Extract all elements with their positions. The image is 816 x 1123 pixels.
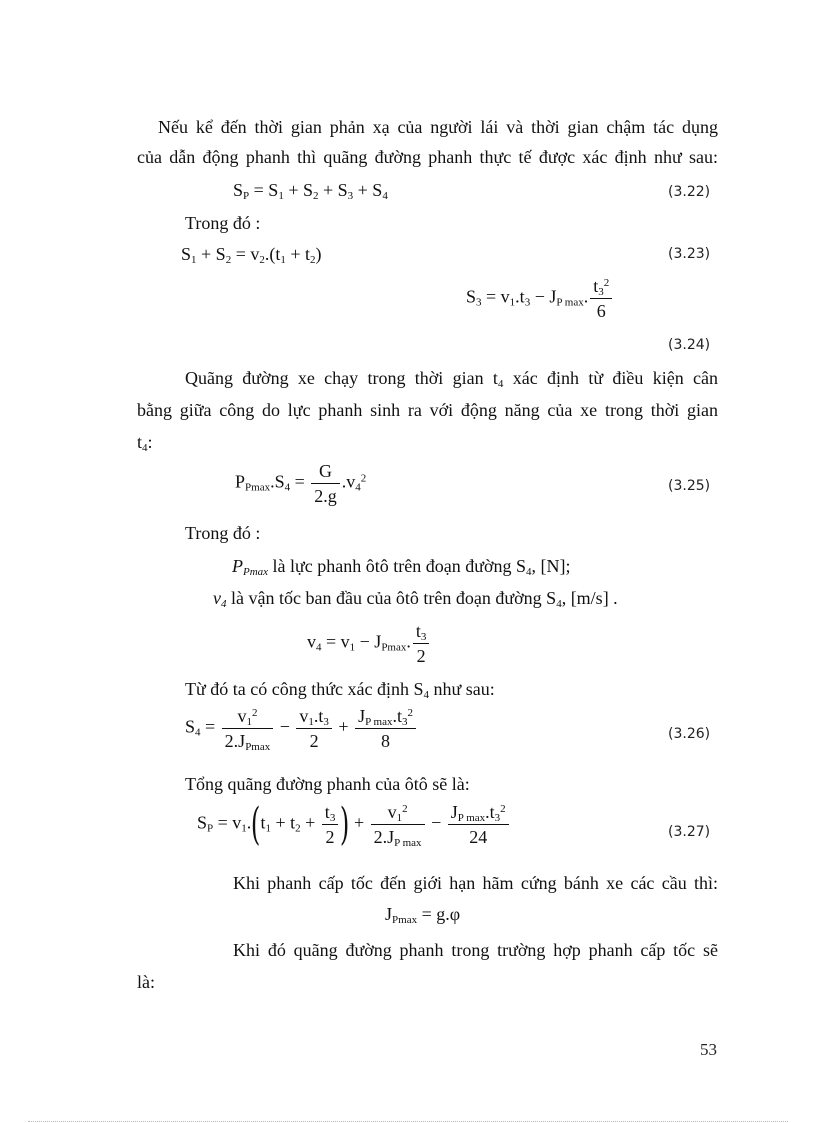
equation-number: (3.22) [668, 184, 711, 200]
definition-v4: $v_4$ là vận tốc ban đầu của ôtô trên đoạn đường $S_4$, [m/s] . [213, 588, 618, 610]
equation-number: (3.24) [668, 337, 711, 353]
equation-3-22: $S_P = S_1 + S_2 + S_3 + S_4$ [233, 180, 388, 202]
paragraph-2-line-3: $t_4$: [137, 432, 153, 454]
equation-jpmax: $J_{Pmax} = g.\varphi$ [385, 904, 461, 926]
paragraph-3: Từ đó ta có công thức xác định $S_4$ như sau: [185, 679, 495, 701]
equation-3-26: $S_4$ = $\frac{v_1^2}{2.J_{Pmax}}$ − $\frac{v_1.t_3}{2}$ + $\frac{J_{P max}.t_3^2}{8}$ [185, 706, 418, 751]
equation-number: (3.26) [668, 726, 711, 742]
footer-divider [28, 1121, 788, 1122]
paragraph-6-line-1: Khi đó quãng đường phanh trong trường hợp phanh cấp tốc sẽ [233, 940, 718, 960]
equation-v4: $v_4 = v_1 - J_{Pmax}$. $\frac{t_3}{2}$ [307, 621, 431, 666]
trong-do-label: Trong đó : [185, 523, 261, 543]
paragraph-6-line-2: là: [137, 972, 155, 992]
paragraph-2-line-2: bằng giữa công do lực phanh sinh ra với động năng của xe trong thời gian [137, 400, 718, 420]
trong-do-label: Trong đó : [185, 213, 261, 233]
equation-3-23: $S_1 + S_2 = v_2.(t_1 + t_2)$ [181, 244, 322, 266]
paragraph-1-line-2: của dẫn động phanh thì quãng đường phanh thực tế được xác định như sau: [137, 147, 718, 167]
paragraph-1-line-1: Nếu kể đến thời gian phản xạ của người lái và thời gian chậm tác dụng [158, 117, 718, 137]
paragraph-2-line-1: Quãng đường xe chạy trong thời gian $t_4$ xác định từ điều kiện cân [185, 368, 718, 390]
paragraph-5: Khi phanh cấp tốc đến giới hạn hãm cứng bánh xe các cầu thì: [233, 873, 718, 893]
equation-number: (3.23) [668, 246, 711, 262]
paragraph-4: Tổng quãng đường phanh của ôtô sẽ là: [185, 774, 470, 794]
page-number: 53 [700, 1040, 717, 1059]
equation-3-24: $S_3 = v_1.t_3 - J_{P max}$. $\frac{t_3^2}{6}$ [466, 276, 614, 321]
definition-ppmax: $P_{Pmax}$ là lực phanh ôtô trên đoạn đường $S_4$, [N]; [232, 556, 571, 578]
equation-3-27: $S_P = v_1.(t_1 + t_2$ + $\frac{t_3}{2}$ ) + $\frac{v_1^2}{2.J_{P max}}$ − $\frac{J_{P max}.t_3^2}{24}$ [197, 802, 511, 847]
equation-3-25: $P_{Pmax}.S_4$ = $\frac{G}{2.g}$ $.v_4^2$ [235, 461, 367, 506]
equation-number: (3.27) [668, 824, 711, 840]
equation-number: (3.25) [668, 478, 711, 494]
